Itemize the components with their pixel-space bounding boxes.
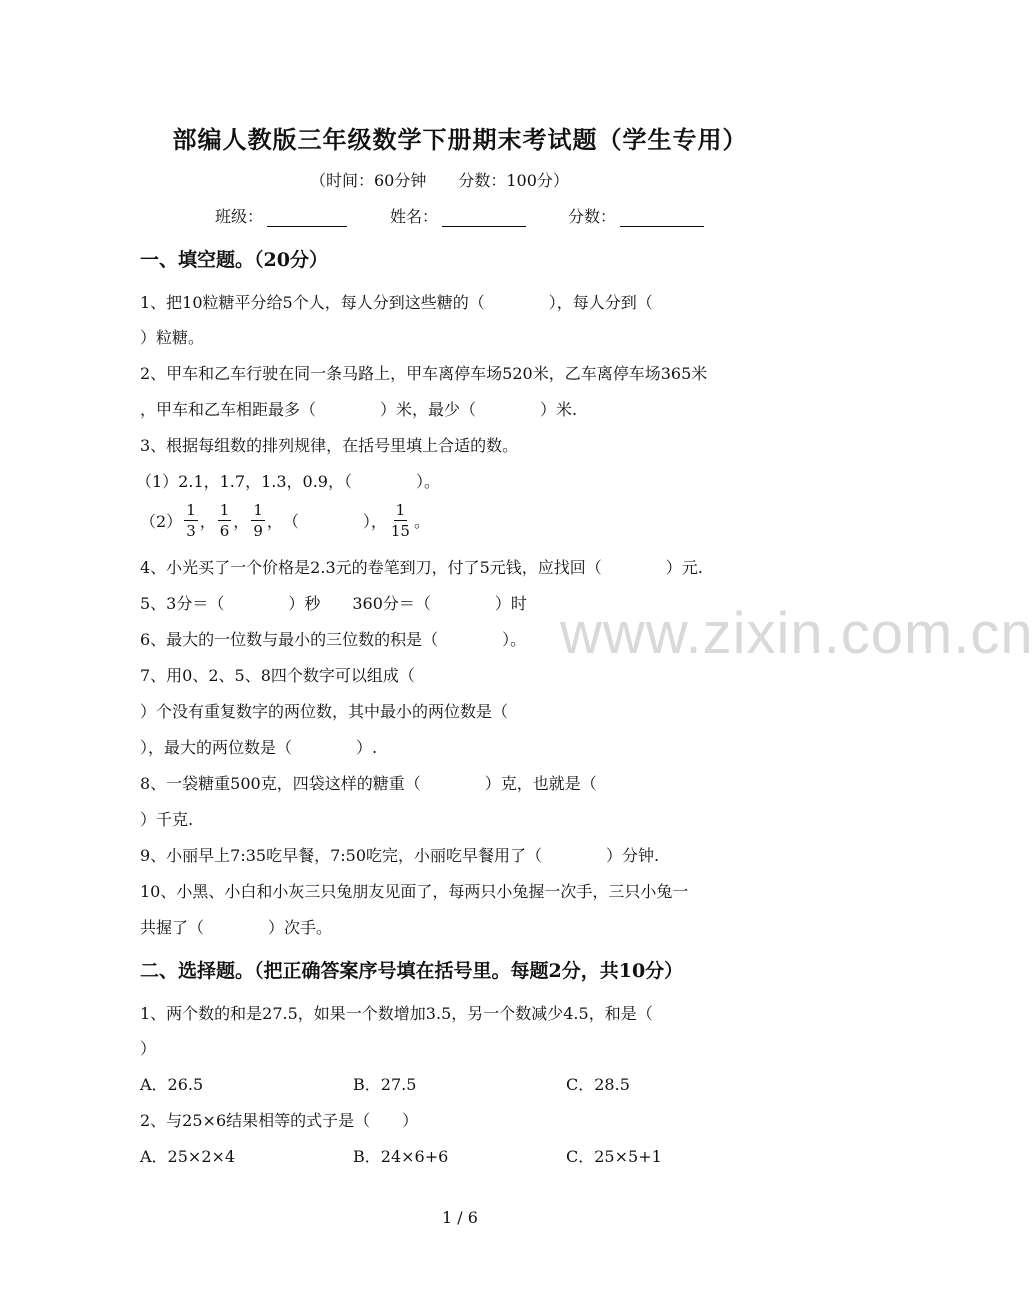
name-label: 姓名： [390, 207, 439, 226]
choice-q1-option-a: A．26.5 [140, 1075, 204, 1094]
choice-q2-option-c: C．25×5+1 [566, 1147, 662, 1166]
fraction-1-9: $\frac{1}{9}$ [253, 501, 263, 540]
q1-line-a: 1、把10粒糖平分给5个人，每人分到这些糖的（ ），每人分到（ [140, 293, 653, 312]
q3-line: 3、根据每组数的排列规律，在括号里填上合适的数。 [140, 436, 519, 455]
choice-q2-option-a: A．25×2×4 [140, 1147, 236, 1166]
q10-line-a: 10、小黑、小白和小灰三只兔朋友见面了，每两只小兔握一次手，三只小兔一 [140, 882, 689, 901]
q7-line-c: ），最大的两位数是（ ）. [140, 738, 378, 757]
watermark-text: www.zixin.com.cn [560, 601, 1034, 666]
name-blank [442, 208, 526, 227]
seq2-prefix: （2） [140, 512, 183, 531]
class-field [215, 204, 347, 227]
choice-q1-option-b: B．27.5 [353, 1075, 417, 1094]
class-label: 班级： [215, 207, 264, 226]
page-number: 1 / 6 [442, 1208, 478, 1227]
q8-line-b: ）千克. [140, 810, 194, 829]
choice-q1-option-c: C．28.5 [566, 1075, 630, 1094]
section-choice-heading: 二、选择题。（把正确答案序号填在括号里。每题2分，共10分） [140, 960, 684, 982]
choice-q2-line: 2、与25×6结果相等的式子是（ ） [140, 1111, 419, 1130]
q2-line-b: ，甲车和乙车相距最多（ ）米，最少（ ）米. [140, 400, 578, 419]
q8-line-a: 8、一袋糖重500克，四袋这样的糖重（ ）克，也就是（ [140, 774, 597, 793]
choice-q2-option-b: B．24×6+6 [353, 1147, 449, 1166]
q7-line-b: ）个没有重复数字的两位数，其中最小的两位数是（ [140, 702, 509, 721]
choice-q1-line-a: 1、两个数的和是27.5，如果一个数增加3.5，另一个数减少4.5，和是（ [140, 1004, 653, 1023]
class-blank [267, 208, 347, 227]
q1-line-b: ）粒糖。 [140, 328, 205, 347]
score-label: 分数： [568, 207, 617, 226]
q10-line-b: 共握了（ ）次手。 [140, 918, 333, 937]
fraction-1-6: $\frac{1}{6}$ [219, 501, 230, 540]
score-field [568, 204, 704, 227]
fraction-1-15: $\frac{1}{15}$ [390, 501, 410, 540]
q3-seq2: （2） $\frac{1}{3}$ ， $\frac{1}{6}$ ， $\frac{1}{9}$ ， （ ）， $\frac{1}{15}$ 。 [140, 501, 430, 540]
score-blank [620, 208, 704, 227]
q2-line-a: 2、甲车和乙车行驶在同一条马路上，甲车离停车场520米，乙车离停车场365米 [140, 364, 708, 383]
q3-seq1: （1）2.1，1.7，1.3，0.9，（ ）。 [136, 472, 440, 491]
q5-line: 5、3分＝（ ）秒 360分＝（ ）时 [140, 594, 527, 613]
choice-q1-line-b: ） [140, 1039, 157, 1058]
q9-line: 9、小丽早上7:35吃早餐，7:50吃完，小丽吃早餐用了（ ）分钟. [140, 846, 660, 865]
exam-time-score: （时间：60分钟 分数：100分） [310, 171, 569, 190]
fraction-1-3: $\frac{1}{3}$ [186, 501, 196, 540]
q6-line: 6、最大的一位数与最小的三位数的积是（ ）。 [140, 630, 527, 649]
section-fill-blank-heading: 一、填空题。（20分） [140, 249, 328, 271]
q4-line: 4、小光买了一个价格是2.3元的卷笔到刀，付了5元钱，应找回（ ）元. [140, 558, 703, 577]
name-field [390, 204, 526, 227]
seq2-blank: （ ）， [282, 512, 387, 531]
q7-line-a: 7、用0、2、5、8四个数字可以组成（ [140, 666, 415, 685]
page-title: 部编人教版三年级数学下册期末考试题（学生专用） [172, 125, 748, 154]
